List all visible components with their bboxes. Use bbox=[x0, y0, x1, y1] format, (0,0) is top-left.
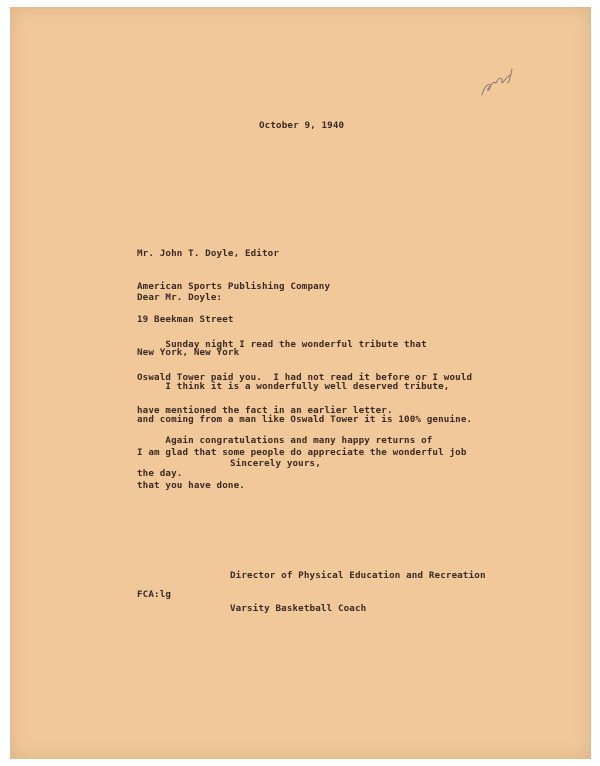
salutation: Dear Mr. Doyle: bbox=[137, 292, 223, 303]
reference-initials: FCA:lg bbox=[137, 589, 172, 600]
title-line: Varsity Basketball Coach bbox=[230, 603, 367, 614]
title-line: Director of Physical Education and Recreation bbox=[230, 570, 486, 581]
paragraph-line: that you have done. bbox=[137, 480, 245, 491]
closing: Sincerely yours, bbox=[230, 458, 321, 469]
signature-title bbox=[230, 548, 486, 636]
paragraph-line: Sunday night I read the wonderful tribute that bbox=[137, 339, 427, 350]
paragraph-line: I think it is a wonderfully well deserved tribute, bbox=[137, 381, 450, 392]
paragraph-line: Again congratulations and many happy returns of bbox=[137, 435, 433, 446]
handwritten-notation bbox=[478, 65, 518, 99]
address-line: Mr. John T. Doyle, Editor bbox=[137, 248, 280, 259]
address-line: American Sports Publishing Company bbox=[137, 281, 331, 292]
address-line: 19 Beekman Street bbox=[137, 314, 234, 325]
paragraph-line: Oswald Tower paid you. I had not read it before or I would bbox=[137, 372, 473, 383]
paragraph-line: I am glad that some people do appreciate the wonderful job bbox=[137, 447, 467, 458]
body-paragraph bbox=[137, 413, 432, 501]
paragraph-line: the day. bbox=[137, 468, 183, 479]
letter-date: October 9, 1940 bbox=[259, 120, 345, 131]
letter-page bbox=[10, 7, 591, 759]
paragraph-line: have mentioned the fact in an earlier letter. bbox=[137, 405, 393, 416]
address-line: New York, New York bbox=[137, 347, 240, 358]
paragraph-line: and coming from a man like Oswald Tower it is 100% genuine. bbox=[137, 414, 473, 425]
